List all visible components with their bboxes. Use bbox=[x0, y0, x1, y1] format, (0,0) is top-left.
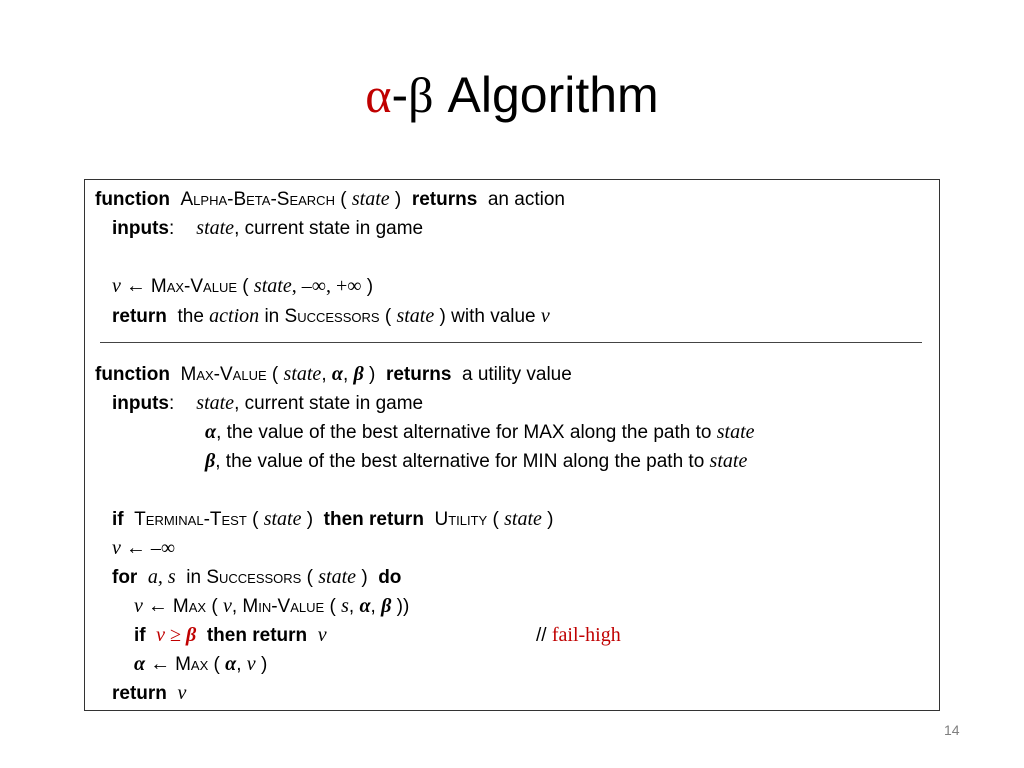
mv-line-9: if v ≥ β then return v bbox=[134, 624, 327, 646]
mv-line-7: for a, s in Successors ( state ) do bbox=[112, 566, 402, 588]
mv-line-2: inputs: state, current state in game bbox=[112, 392, 424, 414]
title-dash: - bbox=[391, 67, 409, 123]
function-name: Alpha-Beta-Search bbox=[180, 189, 335, 210]
slide-title bbox=[0, 60, 1024, 130]
title-beta: β bbox=[408, 67, 434, 123]
page-number: 14 bbox=[944, 722, 960, 738]
abs-line-1: function Alpha-Beta-Search ( state ) returns an action bbox=[95, 188, 565, 210]
mv-line-10: α ← Max ( α, v ) bbox=[134, 653, 268, 675]
abs-line-4: return the action in Successors ( state ) with value v bbox=[112, 305, 550, 327]
mv-line-1: function Max-Value ( state, α, β ) returns a utility value bbox=[95, 363, 572, 385]
mv-line-11: return v bbox=[112, 682, 187, 704]
section-divider bbox=[100, 342, 922, 343]
keyword-returns: returns bbox=[411, 189, 478, 210]
abs-line-2: inputs: state, current state in game bbox=[112, 217, 424, 239]
mv-line-3: α, the value of the best alternative for MAX along the path to state bbox=[205, 421, 755, 443]
abs-line-3: v ← Max-Value ( state, –∞, +∞ ) bbox=[112, 275, 374, 297]
title-alpha: α bbox=[365, 67, 392, 123]
fail-high-comment: // fail-high bbox=[536, 624, 621, 646]
mv-line-4: β, the value of the best alternative for MIN along the path to state bbox=[205, 450, 748, 472]
keyword-function: function bbox=[95, 189, 170, 210]
mv-line-5: if Terminal-Test ( state ) then return Utility ( state ) bbox=[112, 508, 554, 530]
mv-line-8: v ← Max ( v, Min-Value ( s, α, β )) bbox=[134, 595, 410, 617]
title-text: Algorithm bbox=[433, 67, 659, 123]
mv-line-6: v ← –∞ bbox=[112, 537, 176, 559]
